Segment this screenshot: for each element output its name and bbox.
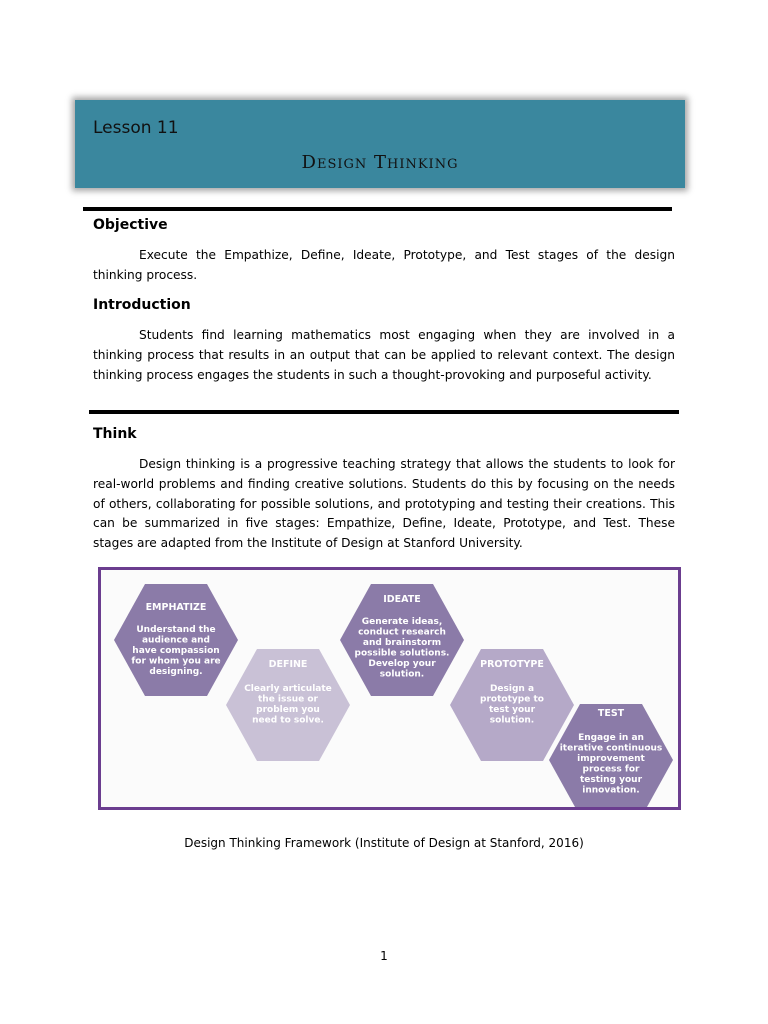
stage-title: DEFINE xyxy=(268,659,308,670)
stage-description-line: for whom you are xyxy=(131,656,221,667)
stage-description-line: Develop your xyxy=(368,659,436,669)
stage-description-line: prototype to xyxy=(480,694,544,705)
stage-description-line: Generate ideas, xyxy=(361,617,443,627)
objective-heading: Objective xyxy=(93,217,168,233)
stage-description-line: improvement xyxy=(577,754,645,764)
stage-description-line: Engage in an xyxy=(578,733,644,743)
think-heading: Think xyxy=(93,426,137,442)
stage-description-line: Understand the xyxy=(136,625,216,635)
stage-description-line: iterative continuous xyxy=(559,743,663,754)
stage-description-line: testing your xyxy=(579,775,643,785)
introduction-text: Students find learning mathematics most engaging when they are involved in a thinking process that results in an output that can be applied to relevant context. The design thinking process engages the students in such a thought-provoking and purposeful activity. xyxy=(93,328,675,382)
stage-description-line: problem you xyxy=(256,705,320,715)
section-divider xyxy=(89,410,679,414)
lesson-number: Lesson 11 xyxy=(93,118,179,138)
stage-hexagon-ideate xyxy=(340,584,464,696)
page-number: 1 xyxy=(380,949,388,963)
stage-description-line: the issue or xyxy=(257,694,319,705)
section-divider xyxy=(83,207,672,211)
stage-title: IDEATE xyxy=(383,594,421,605)
stage-description-line: Design a xyxy=(489,684,535,694)
stage-hexagon-prototype xyxy=(450,649,574,761)
stage-description-line: designing. xyxy=(149,667,203,677)
stage-title: EMPHATIZE xyxy=(145,602,207,613)
framework-diagram xyxy=(101,570,678,807)
stage-description-line: test your xyxy=(488,705,536,715)
stage-title: TEST xyxy=(597,708,625,719)
stage-description-line: solution. xyxy=(379,669,425,680)
stage-description-line: conduct research xyxy=(358,627,446,638)
stage-description-line: Clearly articulate xyxy=(244,684,332,694)
objective-text: Execute the Empathize, Define, Ideate, Prototype, and Test stages of the design thinking process. xyxy=(93,248,675,282)
lesson-banner xyxy=(75,100,685,188)
stage-hexagon-test xyxy=(549,704,673,807)
stage-title: PROTOTYPE xyxy=(480,659,544,670)
framework-figure xyxy=(98,567,681,810)
lesson-title: Design Thinking xyxy=(301,152,459,173)
stage-description-line: and brainstorm xyxy=(362,638,442,648)
stage-description-line: need to solve. xyxy=(252,715,324,726)
stage-description-line: audience and xyxy=(141,635,211,646)
stage-description-line: process for xyxy=(582,764,640,775)
stage-hexagon-define xyxy=(226,649,350,761)
stage-description-line: possible solutions. xyxy=(354,648,450,659)
think-text: Design thinking is a progressive teaching strategy that allows the students to look for real-world problems and finding creative solutions. Students do this by focusing on the needs of others, collaborating for possible solutions, and prototyping and testing their creations. This can be summarized in five stages: Empathize, Define, Ideate, Prototype, and Test. These stages are adapted from the Institute of Design at Stanford University. xyxy=(93,457,675,551)
stage-description-line: solution. xyxy=(489,715,535,726)
stage-description-line: innovation. xyxy=(582,785,640,796)
stage-hexagon-emphatize xyxy=(114,584,238,696)
figure-caption: Design Thinking Framework (Institute of Design at Stanford, 2016) xyxy=(184,836,584,850)
stage-description-line: have compassion xyxy=(132,646,220,656)
introduction-heading: Introduction xyxy=(93,297,191,313)
